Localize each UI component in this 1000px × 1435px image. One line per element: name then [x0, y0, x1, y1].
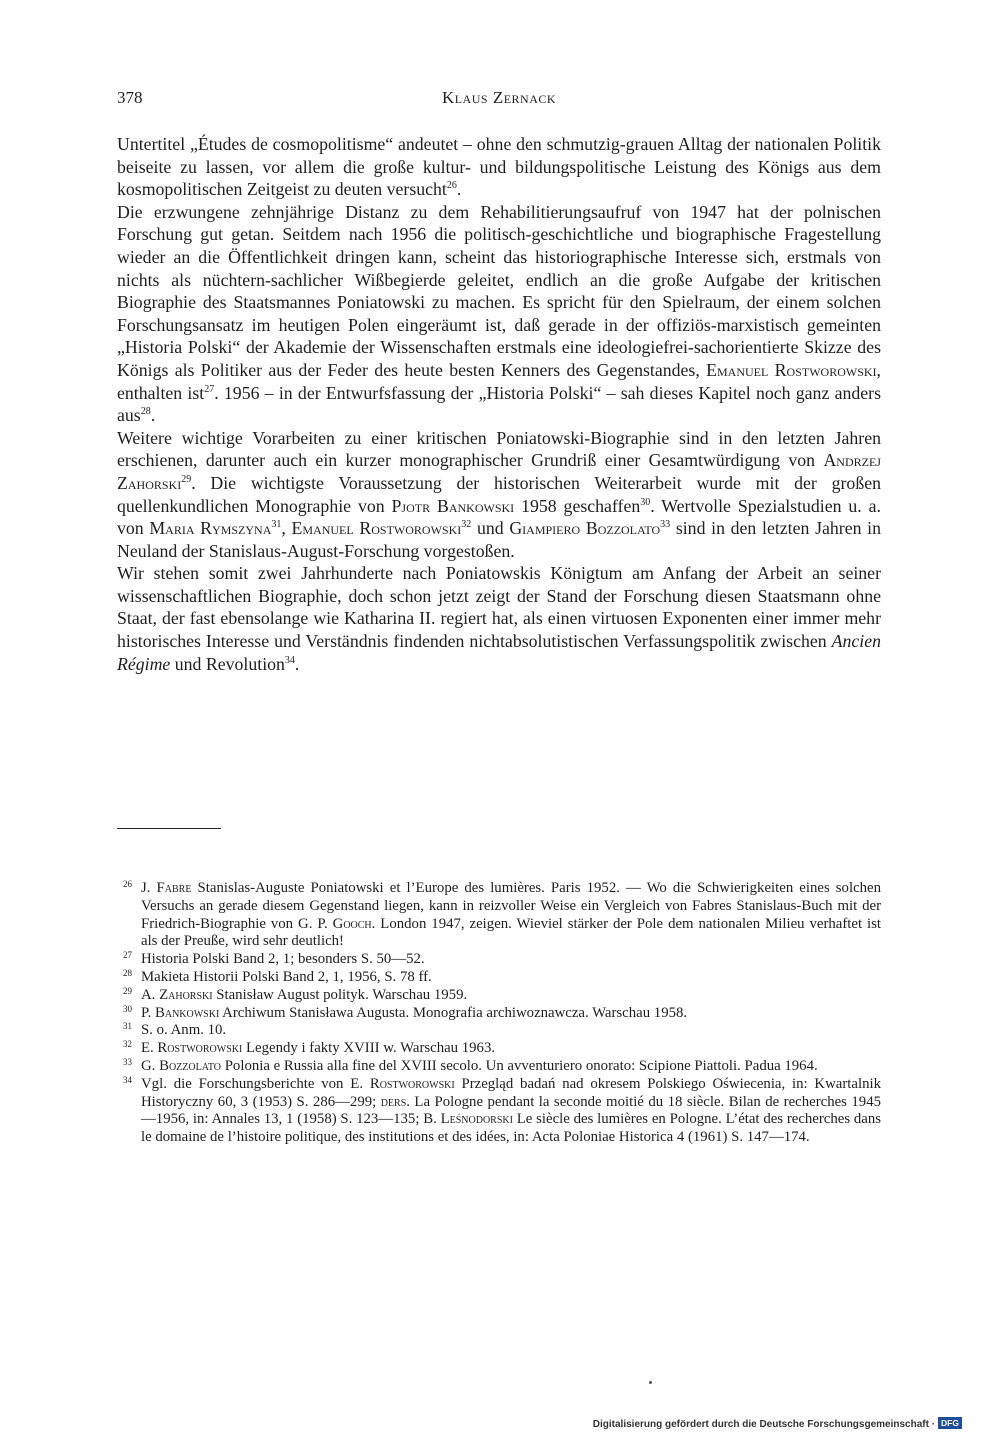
footnote-number: 27 — [123, 950, 132, 961]
footnote-ref: 29 — [181, 473, 192, 485]
scan-dot — [649, 1381, 652, 1384]
footnote-text: Archiwum Stanisława Augusta. Monografia archiwoznawcza. Warschau 1958. — [219, 1004, 688, 1021]
text-run: . 1956 – in der Entwurfsfassung der „Historia Polski“ – sah dieses Kapitel noch ganz anders aus — [117, 382, 881, 426]
footnote-27 — [117, 951, 881, 969]
author-name: E. Rostworowski — [350, 1075, 455, 1092]
text-run: . Die wichtigste Voraussetzung der historischen Weiterarbeit wurde mit der großen quellenkundlichen Monographie von — [117, 472, 881, 516]
text-run: 1958 geschaffen — [514, 495, 641, 516]
footnote-31 — [117, 1022, 881, 1040]
footnote-33 — [117, 1058, 881, 1076]
text-run: Die erzwungene zehnjährige Distanz zu dem Rehabilitierungsaufruf von 1947 hat der polnischen Forschung gut getan. Seitdem nach 1956 die politisch-geschichtliche und biographische Fragestellung wieder an die Öffentlichkeit dringen kann, scheint das historiographische Interesse sich, erstmals von nichts als nüchtern-sachlicher Wißbegierde geleitet, endlich an die große Aufgabe der kritischen Biographie des Staatsmannes Poniatowski zu machen. Es spricht für den Spielraum, der einem solchen Forschungsansatz im heutigen Polen eingeräumt ist, daß gerade in der offiziös-marxistisch gemeinten „Historia Polski“ der Akademie der Wissenschaften erstmals eine ideologiefrei-sachorientierte Skizze des Königs als Politiker aus der Feder des heute besten Kenners des Gegenstandes, — [117, 201, 881, 380]
text-run: . — [456, 179, 462, 200]
author-name: G. P. Gooch — [298, 915, 372, 932]
text-run: Wir stehen somit zwei Jahrhunderte nach Poniatowskis Königtum am Anfang der Arbeit an seiner wissenschaftlichen Biographie, doch schon jetzt zeigt der Stand der Forschung diesen Staatsmann ohne Staat, der fast ebensolange wie Katharina II. regiert hat, als einen virtuosen Exponenten einer immer mehr historisches Interesse und Verständnis findenden nichtabsolutistischen Verfassungspolitik zwischen — [117, 563, 881, 652]
footnote-text: Vgl. die Forschungsberichte von — [141, 1075, 344, 1092]
text-run: , — [281, 518, 286, 539]
author-name: Emanuel Rostworowski — [291, 518, 462, 539]
footnote-text: Polonia e Russia alla fine del XVIII secolo. Un avventuriero onorato: Scipione Piattoli. Padua 1964. — [221, 1057, 818, 1074]
dfg-logo: DFG — [938, 1417, 962, 1429]
author-name: Maria Rymszyna — [149, 518, 272, 539]
text-run: Weitere wichtige Vorarbeiten zu einer kritischen Poniatowski-Biographie sind in den letzten Jahren erschienen, darunter auch ein kurzer monographischer Grundriß einer Gesamtwürdigung von — [117, 427, 881, 471]
footnote-ref: 26 — [446, 180, 457, 192]
footnote-28 — [117, 969, 881, 987]
footnotes — [117, 880, 881, 1147]
footnote-ref: 30 — [640, 496, 651, 508]
paragraph-4 — [117, 562, 881, 675]
paragraph-1 — [117, 133, 881, 201]
footnote-text: . London 1947, zeigen. Wieviel stärker der Pole dem nationalen Milieu verhaftet ist als der Preuße, wird sehr deutlich! — [141, 915, 882, 950]
digitization-credit — [593, 1417, 962, 1430]
body-text — [117, 133, 881, 675]
footnote-text: Legendy i fakty XVIII w. Warschau 1963. — [242, 1040, 496, 1057]
italic-term: Ancien Régime — [117, 631, 881, 674]
footnote-number: 32 — [123, 1039, 132, 1050]
author-name: E. Rostworowski — [141, 1040, 243, 1057]
author-name: Andrzej Zahorski — [117, 450, 881, 493]
author-name: Pjotr Bankowski — [391, 495, 515, 516]
footnote-text: La Pologne pendant la seconde moitié du 18 siècle. Bilan de recherches 1945—1956, in: Annales 13, 1 (1958) S. 123—135; — [141, 1093, 881, 1128]
footnote-text: Przegląd badań nad okresem Polskiego Oświecenia, in: Kwartalnik Historyczny 60, 3 (1953) S. 286—299; — [141, 1075, 881, 1110]
running-head: Klaus Zernack — [441, 88, 557, 107]
author-name: J. Fabre — [141, 880, 192, 896]
page-number: 378 — [117, 88, 143, 107]
footnote-number: 26 — [123, 879, 132, 889]
author-name: Emanuel Rostworowski — [706, 359, 877, 380]
footnote-number: 33 — [123, 1056, 132, 1067]
footnote-ref: 28 — [140, 406, 151, 418]
footnote-text: Stanisław August polityk. Warschau 1959. — [212, 986, 468, 1003]
author-name: P. Bankowski — [141, 1004, 220, 1021]
text-run: . Wertvolle Spezialstudien u. a. von — [117, 495, 881, 539]
text-run: Untertitel „Études de cosmopolitisme“ andeutet – ohne den schmutzig-grauen Alltag der nationalen Politik beiseite zu lassen, vor allem die große kultur- und bildungspolitische Leistung des Königs aus dem kosmopolitischen Zeitgeist zu deuten versucht — [117, 134, 881, 200]
footnote-number: 31 — [123, 1021, 132, 1032]
author-name: Giampiero Bozzolato — [509, 518, 661, 539]
footnote-ref: 33 — [660, 519, 671, 531]
paragraph-3 — [117, 427, 881, 563]
text-run: . — [294, 653, 300, 674]
footnote-text: Stanislas-Auguste Poniatowski et l’Europe des lumières. Paris 1952. — Wo die Schwierigkeiten eines solchen Versuchs an gerade diesem Gegenstand liegen, kann in reizvoller Weise ein Vergleich von Fabres Stanislaus-Buch mit der Friedrich-Biographie von — [141, 880, 881, 932]
author-name: G. Bozzolato — [141, 1057, 221, 1074]
footnote-text: Makieta Historii Polski Band 2, 1, 1956, S. 78 ff. — [141, 968, 432, 985]
footnote-30 — [117, 1005, 881, 1023]
footnote-32 — [117, 1040, 881, 1058]
footnote-number: 34 — [123, 1074, 132, 1085]
footnote-text: Historia Polski Band 2, 1; besonders S. 50—52. — [141, 951, 425, 968]
author-name: ders. — [380, 1093, 410, 1110]
footnote-ref: 31 — [271, 519, 282, 531]
footnote-ref: 34 — [284, 654, 295, 666]
author-name: A. Zahorski — [141, 986, 213, 1003]
footnote-number: 29 — [123, 985, 132, 996]
page-header — [117, 88, 881, 112]
text-run: und Revolution — [170, 653, 285, 674]
footnote-number: 30 — [123, 1003, 132, 1014]
text-run: und — [471, 518, 504, 539]
text-run: , enthalten ist — [117, 359, 881, 403]
footnote-text: S. o. Anm. 10. — [141, 1022, 227, 1039]
footnote-text: Le siècle des lumières en Pologne. L’état des recherches dans le domaine de l’histoire politique, des institutions et des idées, in: Acta Poloniae Historica 4 (1961) S. 147—174. — [141, 1111, 881, 1146]
footnote-34 — [117, 1076, 881, 1147]
credit-text: Digitalisierung gefördert durch die Deutsche Forschungsgemeinschaft · — [592, 1419, 936, 1430]
footnote-29 — [117, 987, 881, 1005]
footnote-ref: 32 — [461, 519, 472, 531]
text-run: sind in den letzten Jahren in Neuland der Stanislaus-August-Forschung vorgestoßen. — [117, 518, 881, 561]
footnote-number: 28 — [123, 967, 132, 978]
author-name: B. Leśnodorski — [423, 1111, 513, 1128]
footnote-rule — [117, 828, 221, 829]
paragraph-2 — [117, 201, 881, 427]
footnote-26 — [117, 880, 881, 951]
footnote-ref: 27 — [204, 383, 215, 395]
text-run: . — [150, 405, 156, 426]
